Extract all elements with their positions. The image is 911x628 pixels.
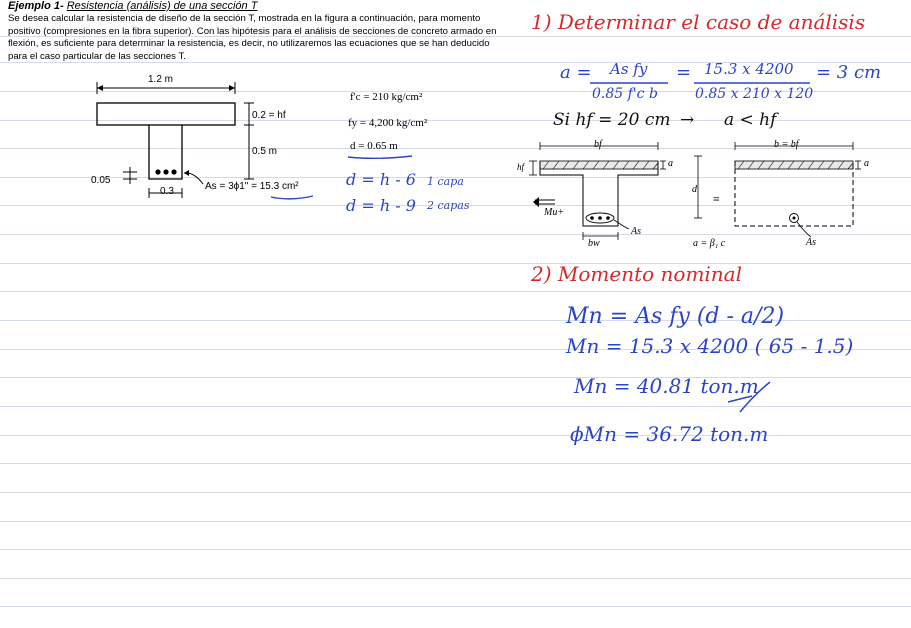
bw-label: bw — [588, 238, 600, 249]
flange-label: 0.2 = hf — [252, 110, 286, 121]
problem-statement: Se desea calcular la resistencia de diseño de la sección T, mostrada en la figura a continuación, para momento positivo (compresiones en la fibra superior). Con las hipótesis para el análisis de secciones de concreto armado en flexión, es suficiente para determinar la resistencia, es decir, no utilizaremos las ecuaciones que se han deducido para el caso particular de las secciones T. — [8, 13, 497, 62]
as-label: As — [631, 226, 641, 237]
steel-yield: fy = 4,200 kg/cm² — [348, 117, 428, 129]
a-label-right: a — [864, 158, 869, 169]
rebar — [155, 169, 160, 174]
a-denominator-values: 0.85 x 210 x 120 — [695, 86, 814, 102]
a-numerator: As fy — [610, 60, 648, 78]
d-label: d — [692, 184, 697, 195]
rebar — [171, 169, 176, 174]
effective-depth: d = 0.65 m — [350, 140, 398, 152]
mn-substitution: Mn = 15.3 x 4200 ( 65 - 1.5) — [566, 334, 854, 358]
title-text: Resistencia (análisis) de una sección T — [66, 0, 258, 12]
hf-conclusion: a < hf — [724, 110, 777, 130]
b-equals-bf-label: b = bf — [774, 139, 799, 150]
a-beta-label: a = β₁ c — [693, 238, 726, 249]
step2-heading: 2) Momento nominal — [531, 262, 743, 286]
a-label: a — [668, 158, 673, 169]
hf-check: Si hf = 20 cm — [553, 110, 671, 130]
hf-label: hf — [517, 162, 525, 172]
rebar — [163, 169, 168, 174]
compression-zone-hatch — [540, 161, 658, 169]
mn-formula: Mn = As fy (d - a/2) — [566, 304, 785, 329]
step1-heading: 1) Determinar el caso de análisis — [531, 10, 866, 34]
equivalent-rectangle — [735, 161, 853, 226]
note-one-layer: 1 capa — [427, 175, 464, 188]
d-underline — [346, 152, 416, 164]
a-numerator-values: 15.3 x 4200 — [704, 60, 794, 78]
equals-sign: = — [676, 62, 692, 83]
hf-arrow: → — [680, 110, 695, 130]
note-two-layers: 2 capas — [427, 199, 470, 212]
title-prefix: Ejemplo 1- — [8, 0, 64, 12]
stress-block-diagram — [513, 138, 898, 253]
web-height-label: 0.5 m — [252, 146, 278, 157]
note-d-two-layers: d = h - 9 — [346, 196, 416, 215]
phi-mn-result: ϕMn = 36.72 ton.m — [570, 422, 769, 446]
a-lhs: a = — [560, 62, 592, 83]
note-d-one-layer: d = h - 6 — [346, 170, 416, 189]
mu-label: Mu+ — [544, 207, 565, 218]
example-title — [8, 0, 257, 12]
concrete-strength: f'c = 210 kg/cm² — [350, 91, 423, 103]
bf-label: bf — [594, 139, 602, 150]
cover-label: 0.05 — [91, 175, 111, 186]
web-width-label: 0.3 — [160, 186, 174, 197]
width-label: 1.2 m — [148, 74, 174, 85]
a-result: = 3 cm — [816, 62, 882, 83]
mn-result: Mn = 40.81 ton.m — [574, 374, 759, 398]
flange — [97, 103, 235, 125]
a-denominator: 0.85 f'c b — [592, 86, 658, 102]
check-mark — [724, 378, 774, 414]
as-label-right: As — [806, 237, 816, 248]
equivalence-sign: ≡ — [713, 192, 720, 206]
steel-area-label: As = 3ϕ1" = 15.3 cm² — [205, 181, 299, 192]
